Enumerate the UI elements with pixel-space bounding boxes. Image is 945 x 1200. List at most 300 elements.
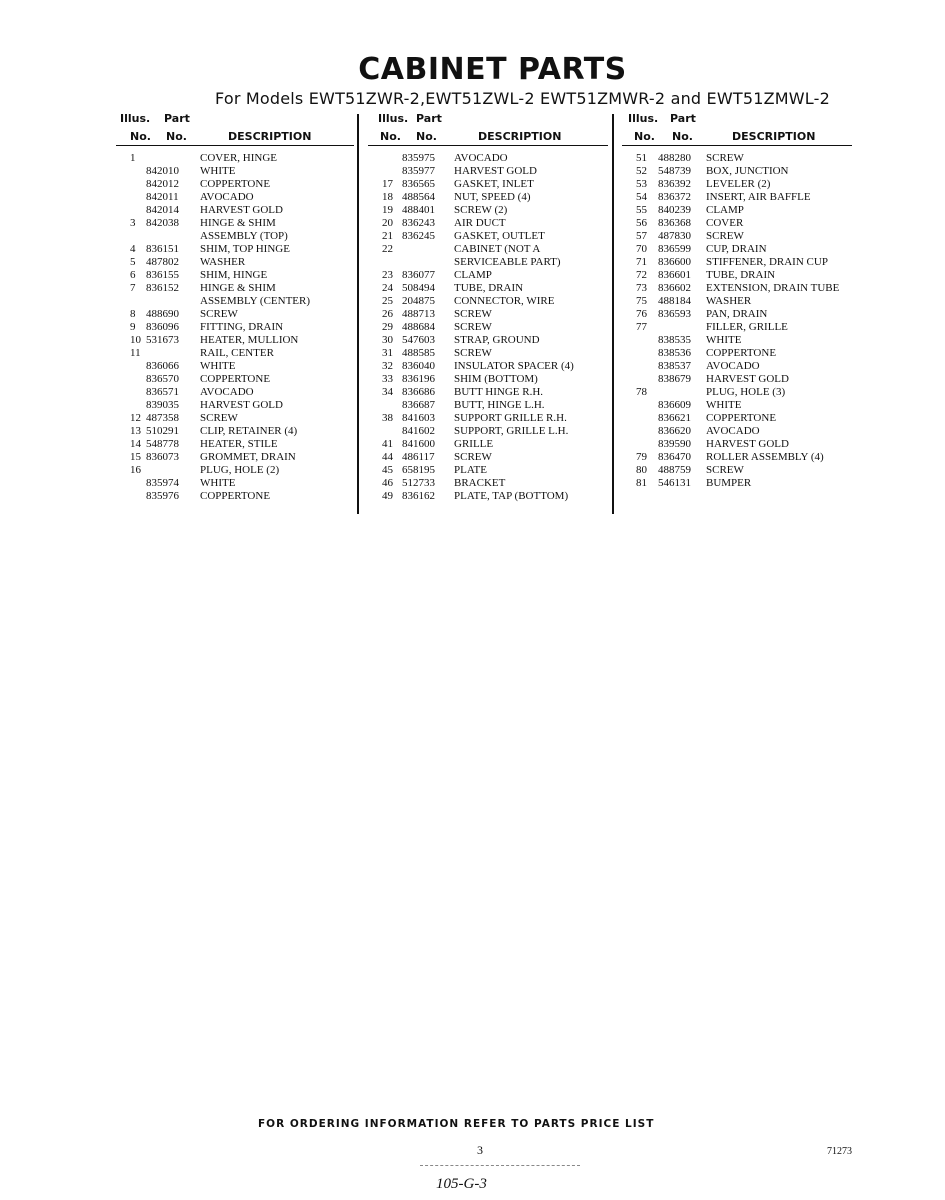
part-description: FILLER, GRILLE [706,321,788,333]
table-row [116,243,354,256]
table-row [368,256,608,269]
illus-number: 52 [636,165,647,177]
part-description: BUTT, HINGE L.H. [454,399,545,411]
table-row [368,451,608,464]
column-divider [612,114,614,514]
part-description: WHITE [200,360,236,372]
illus-number: 20 [382,217,393,229]
table-row [116,347,354,360]
part-description: SCREW [454,451,492,463]
part-description: AVOCADO [454,152,508,164]
part-number: 836599 [658,243,691,255]
page-title: CABINET PARTS [358,52,627,87]
part-number: 836155 [146,269,179,281]
table-row [368,243,608,256]
table-row [622,243,852,256]
header-no-illus: No. [380,130,401,143]
table-row [622,269,852,282]
illus-number: 24 [382,282,393,294]
part-number: 488684 [402,321,435,333]
header-no-part: No. [416,130,437,143]
part-number: 488759 [658,464,691,476]
part-number: 836620 [658,425,691,437]
parts-column-1 [116,112,354,503]
part-number: 842010 [146,165,179,177]
part-description: COVER, HINGE [200,152,277,164]
part-number: 841602 [402,425,435,437]
table-row [116,360,354,373]
part-description: SCREW [200,412,238,424]
illus-number: 29 [382,321,393,333]
table-row [622,191,852,204]
illus-number: 8 [130,308,136,320]
illus-number: 75 [636,295,647,307]
part-description: CUP, DRAIN [706,243,767,255]
table-row [622,373,852,386]
table-row [622,360,852,373]
illus-number: 6 [130,269,136,281]
part-number: 836372 [658,191,691,203]
table-row [622,295,852,308]
part-number: 842014 [146,204,179,216]
part-number: 839590 [658,438,691,450]
part-description: BOX, JUNCTION [706,165,789,177]
part-description: STIFFENER, DRAIN CUP [706,256,828,268]
table-row [368,373,608,386]
table-row [368,334,608,347]
part-description: BUTT HINGE R.H. [454,386,544,398]
part-description: SCREW (2) [454,204,508,216]
table-row [622,386,852,399]
table-row [116,334,354,347]
illus-number: 14 [130,438,141,450]
illus-number: 17 [382,178,393,190]
table-row [368,152,608,165]
illus-number: 73 [636,282,647,294]
table-row [622,178,852,191]
part-description: SCREW [454,308,492,320]
illus-number: 18 [382,191,393,203]
part-number: 835977 [402,165,435,177]
table-row [368,412,608,425]
part-number: 836040 [402,360,435,372]
table-row [116,191,354,204]
illus-number: 12 [130,412,141,424]
part-number: 838679 [658,373,691,385]
header-illus: Illus. [378,112,409,125]
header-illus: Illus. [628,112,659,125]
table-row [622,321,852,334]
part-number: 836151 [146,243,179,255]
part-description: COPPERTONE [200,178,271,190]
part-number: 531673 [146,334,179,346]
parts-rows [622,152,852,490]
part-description: SHIM, TOP HINGE [200,243,290,255]
part-number: 836152 [146,282,179,294]
illus-number: 70 [636,243,647,255]
illus-number: 76 [636,308,647,320]
illus-number: 30 [382,334,393,346]
part-number: 487830 [658,230,691,242]
table-row [116,295,354,308]
table-row [116,269,354,282]
part-description: STRAP, GROUND [454,334,540,346]
part-description: INSULATOR SPACER (4) [454,360,574,372]
part-number: 510291 [146,425,179,437]
header-no-part: No. [166,130,187,143]
part-description: ASSEMBLY (CENTER) [200,295,311,307]
table-row [368,217,608,230]
part-description: COVER [706,217,744,229]
part-description: WHITE [200,477,236,489]
part-description: SHIM, HINGE [200,269,268,281]
part-description: COPPERTONE [200,490,271,502]
header-part: Part [416,112,442,125]
part-number: 835976 [146,490,179,502]
table-row [368,399,608,412]
part-description: PLUG, HOLE (2) [200,464,280,476]
part-description: PLATE, TAP (BOTTOM) [454,490,569,502]
part-description: AIR DUCT [454,217,506,229]
illus-number: 13 [130,425,141,437]
part-number: 835974 [146,477,179,489]
illus-number: 77 [636,321,647,333]
part-description: ROLLER ASSEMBLY (4) [706,451,824,463]
part-number: 836096 [146,321,179,333]
header-rule [116,145,354,146]
illus-number: 71 [636,256,647,268]
part-description: CLAMP [454,269,492,281]
illus-number: 46 [382,477,393,489]
part-number: 486117 [402,451,435,463]
illus-number: 3 [130,217,136,229]
table-row [368,295,608,308]
table-row [622,477,852,490]
header-illus: Illus. [120,112,151,125]
part-number: 838535 [658,334,691,346]
illus-number: 16 [130,464,141,476]
illus-number: 7 [130,282,136,294]
part-number: 204875 [402,295,435,307]
part-description: HINGE & SHIM [200,217,276,229]
header-rule [622,145,852,146]
part-description: SHIM (BOTTOM) [454,373,538,385]
illus-number: 78 [636,386,647,398]
table-row [116,490,354,503]
part-description: COPPERTONE [200,373,271,385]
table-row [116,477,354,490]
part-description: ASSEMBLY (TOP) [200,230,288,242]
column-header [116,112,354,146]
part-number: 836621 [658,412,691,424]
part-number: 487802 [146,256,179,268]
part-number: 547603 [402,334,435,346]
part-description: WHITE [706,334,742,346]
table-row [368,490,608,503]
part-description: TUBE, DRAIN [706,269,776,281]
header-no-illus: No. [130,130,151,143]
header-description: DESCRIPTION [228,130,312,143]
column-header [622,112,852,146]
part-number: 842011 [146,191,179,203]
part-number: 842012 [146,178,179,190]
models-subtitle: For Models EWT51ZWR-2,EWT51ZWL-2 EWT51ZMWR-2 and EWT51ZMWL-2 [215,89,830,108]
illus-number: 41 [382,438,393,450]
part-description: PLATE [454,464,487,476]
table-row [622,347,852,360]
table-row [116,152,354,165]
part-number: 836245 [402,230,435,242]
table-row [368,282,608,295]
part-description: WHITE [200,165,236,177]
parts-column-2 [368,112,608,503]
part-description: BUMPER [706,477,752,489]
illus-number: 10 [130,334,141,346]
part-number: 512733 [402,477,435,489]
table-row [622,438,852,451]
table-row [368,321,608,334]
part-description: CLIP, RETAINER (4) [200,425,298,437]
table-row [622,204,852,217]
header-part: Part [670,112,696,125]
illus-number: 44 [382,451,393,463]
part-description: COPPERTONE [706,347,777,359]
table-row [622,399,852,412]
parts-rows [368,152,608,503]
part-description: GRILLE [454,438,494,450]
table-row [368,230,608,243]
part-number: 836686 [402,386,435,398]
part-number: 487358 [146,412,179,424]
part-number: 488184 [658,295,691,307]
part-number: 488585 [402,347,435,359]
part-description: LEVELER (2) [706,178,771,190]
illus-number: 54 [636,191,647,203]
illus-number: 5 [130,256,136,268]
illus-number: 19 [382,204,393,216]
part-number: 835975 [402,152,435,164]
part-description: SCREW [706,152,744,164]
part-description: HARVEST GOLD [454,165,537,177]
part-number: 836162 [402,490,435,502]
illus-number: 72 [636,269,647,281]
table-row [368,347,608,360]
header-part: Part [164,112,190,125]
table-row [116,464,354,477]
ordering-footer: FOR ORDERING INFORMATION REFER TO PARTS PRICE LIST [258,1118,655,1130]
part-description: CONNECTOR, WIRE [454,295,555,307]
part-number: 836368 [658,217,691,229]
part-number: 488564 [402,191,435,203]
table-row [116,399,354,412]
illus-number: 34 [382,386,393,398]
part-number: 658195 [402,464,435,476]
table-row [368,477,608,490]
part-number: 836570 [146,373,179,385]
table-row [116,308,354,321]
table-row [116,178,354,191]
part-description: HARVEST GOLD [706,373,789,385]
part-number: 838537 [658,360,691,372]
part-description: BRACKET [454,477,506,489]
part-description: SCREW [454,321,492,333]
part-number: 508494 [402,282,435,294]
table-row [116,412,354,425]
part-number: 836593 [658,308,691,320]
column-divider [357,114,359,514]
part-description: FITTING, DRAIN [200,321,284,333]
part-description: WASHER [706,295,752,307]
part-description: SCREW [706,464,744,476]
scan-marks [420,1165,580,1167]
illus-number: 1 [130,152,136,164]
part-description: SCREW [706,230,744,242]
illus-number: 38 [382,412,393,424]
part-number: 836571 [146,386,179,398]
part-number: 488690 [146,308,179,320]
part-number: 839035 [146,399,179,411]
part-number: 836602 [658,282,691,294]
part-description: AVOCADO [706,360,760,372]
part-number: 841600 [402,438,435,450]
part-description: GASKET, INLET [454,178,534,190]
part-number: 836609 [658,399,691,411]
document-code: 71273 [827,1146,852,1157]
header-description: DESCRIPTION [478,130,562,143]
part-description: SUPPORT, GRILLE L.H. [454,425,569,437]
illus-number: 51 [636,152,647,164]
table-row [116,230,354,243]
table-row [116,282,354,295]
table-row [622,282,852,295]
part-description: AVOCADO [200,386,254,398]
part-number: 548778 [146,438,179,450]
table-row [622,217,852,230]
illus-number: 45 [382,464,393,476]
part-number: 488280 [658,152,691,164]
table-row [368,386,608,399]
part-number: 836601 [658,269,691,281]
part-description: HARVEST GOLD [200,204,283,216]
part-number: 836392 [658,178,691,190]
part-description: HEATER, STILE [200,438,278,450]
table-row [116,451,354,464]
part-description: COPPERTONE [706,412,777,424]
illus-number: 21 [382,230,393,242]
parts-rows [116,152,354,503]
part-description: HARVEST GOLD [200,399,283,411]
part-number: 546131 [658,477,691,489]
part-number: 838536 [658,347,691,359]
illus-number: 49 [382,490,393,502]
illus-number: 26 [382,308,393,320]
illus-number: 33 [382,373,393,385]
table-row [116,165,354,178]
illus-number: 57 [636,230,647,242]
parts-column-3 [622,112,852,490]
header-no-illus: No. [634,130,655,143]
illus-number: 56 [636,217,647,229]
illus-number: 81 [636,477,647,489]
part-number: 836077 [402,269,435,281]
illus-number: 32 [382,360,393,372]
illus-number: 79 [636,451,647,463]
table-row [622,334,852,347]
table-row [116,204,354,217]
table-row [116,438,354,451]
part-description: WHITE [706,399,742,411]
table-row [368,204,608,217]
table-row [116,321,354,334]
part-number: 840239 [658,204,691,216]
illus-number: 11 [130,347,141,359]
column-header [368,112,608,146]
part-description: WASHER [200,256,246,268]
table-row [622,425,852,438]
part-description: GROMMET, DRAIN [200,451,296,463]
table-row [368,178,608,191]
part-description: CLAMP [706,204,744,216]
table-row [368,269,608,282]
part-number: 841603 [402,412,435,424]
table-row [622,464,852,477]
part-description: NUT, SPEED (4) [454,191,531,203]
part-number: 836196 [402,373,435,385]
header-rule [368,145,608,146]
table-row [368,308,608,321]
table-row [116,373,354,386]
table-row [622,412,852,425]
part-number: 836565 [402,178,435,190]
illus-number: 23 [382,269,393,281]
part-number: 836066 [146,360,179,372]
table-row [622,256,852,269]
table-row [622,152,852,165]
table-row [622,230,852,243]
table-row [116,386,354,399]
part-description: TUBE, DRAIN [454,282,524,294]
part-number: 836470 [658,451,691,463]
part-description: INSERT, AIR BAFFLE [706,191,811,203]
part-description: RAIL, CENTER [200,347,274,359]
part-description: PAN, DRAIN [706,308,768,320]
table-row [368,425,608,438]
table-row [368,438,608,451]
illus-number: 53 [636,178,647,190]
table-row [622,308,852,321]
part-description: SCREW [454,347,492,359]
table-row [368,191,608,204]
part-description: SCREW [200,308,238,320]
page-number: 3 [477,1143,483,1157]
table-row [622,165,852,178]
table-row [116,425,354,438]
handwritten-note: 105-G-3 [436,1176,487,1192]
part-description: HEATER, MULLION [200,334,299,346]
header-description: DESCRIPTION [732,130,816,143]
part-description: AVOCADO [200,191,254,203]
part-description: SERVICEABLE PART) [454,256,561,268]
illus-number: 22 [382,243,393,255]
part-description: EXTENSION, DRAIN TUBE [706,282,840,294]
part-number: 836243 [402,217,435,229]
table-row [368,360,608,373]
part-number: 488401 [402,204,435,216]
part-description: AVOCADO [706,425,760,437]
illus-number: 55 [636,204,647,216]
part-description: SUPPORT GRILLE R.H. [454,412,567,424]
part-description: HINGE & SHIM [200,282,276,294]
